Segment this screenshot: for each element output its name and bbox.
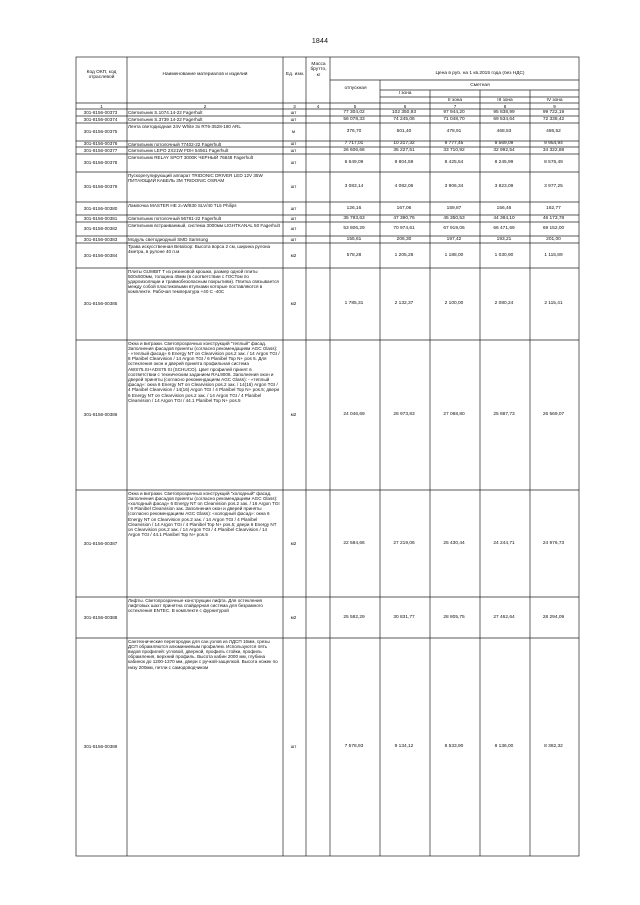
cell-release: 3 083,14 — [344, 184, 364, 190]
header-price-group: Цена в руб. на 1 кв.2015 года (без НДС) — [435, 71, 525, 76]
cell-unit: м2 — [290, 252, 297, 258]
cell-z3: 1 030,90 — [494, 252, 514, 258]
cell-z1: 102 350,93 — [391, 109, 416, 115]
cell-code: 301-8156-00376 — [83, 141, 118, 147]
cell-z4: 72 338,42 — [542, 116, 565, 122]
cell-unit: шт — [290, 141, 297, 147]
cell-name: Светильник S.1074.14-22 Fagerhult — [128, 109, 203, 115]
cell-unit: шт — [290, 147, 297, 153]
cell-z4: 201,00 — [546, 236, 561, 242]
index-cell: 8 — [503, 104, 507, 109]
cell-code: 301-8156-00383 — [83, 236, 118, 242]
cell-unit: м2 — [290, 301, 297, 307]
cell-release: 6 649,09 — [344, 160, 364, 166]
cell-code: 301-8156-00374 — [83, 116, 118, 122]
cell-code: 301-8156-00385 — [83, 301, 118, 307]
cell-z3: 3 823,09 — [494, 184, 514, 190]
cell-z2: 67 919,06 — [443, 226, 465, 232]
cell-unit: шт — [290, 116, 297, 122]
cell-release: 7 578,93 — [344, 744, 364, 750]
header-estimate: Сметная — [470, 83, 490, 88]
cell-unit: шт — [290, 226, 297, 232]
cell-z2: 28 805,75 — [443, 614, 465, 620]
cell-z2: 8 533,90 — [444, 744, 464, 750]
cell-release: 1 785,31 — [344, 301, 364, 307]
cell-unit: м2 — [290, 540, 297, 546]
cell-z1: 47 390,76 — [393, 215, 415, 221]
cell-release: 376,70 — [346, 129, 362, 135]
cell-name: Окна и витражи. Светопрозрачных конструкций "теплый" фасад. Заполнения фасадов приняты (согласно рекомендациям AGC Glass): - «теплый фасад» 6 Energy NT on Clearvision pos.2 зак. / 14 Argon TGI / 6 Planibel Clearvision / 14 Argon TGI / 6 Planibel Top N+ pos 5. Для остекления окон и дверей принята профильная система AWS75.SI+ADS75 SI (SCHUCO). Цвет профилей принят в соответствии с техническим заданием RAL9006. Заполнения окон и дверей приняты (согласно рекомендациям AGC Glass): - «теплый фасад»: окна 6 Energy NT on Clearvision pos.2 зак. / 14(16) Argon TGI / 4 Planibel Clearvision / 14(16) Argon TGI / 4 Planibel Top N+ pos.5; двери 6 Energy NT on Clearvision pos.2 зак. / 14 Argon TGI / 4 Planibel Clearvision / 14 Argon TGI / 44.1 Planibel Top N+ pos.5 — [128, 340, 280, 403]
cell-release: 25 582,29 — [343, 614, 365, 620]
cell-z4: 8 382,32 — [544, 744, 563, 750]
cell-z2: 197,42 — [446, 236, 462, 242]
cell-z2: 9 777,45 — [444, 141, 464, 147]
cell-z2: 2 100,00 — [444, 301, 464, 307]
header-name: Наименование материалов и изделий — [162, 72, 248, 77]
cell-name: Лифты. Светопрозрачные конструкции лифта. Для остекления лифтовых шахт принятна спайдерная система для безрамного остекления ENTEC. В комплекте с фурнитурой — [128, 597, 263, 613]
cell-z2: 27 068,80 — [443, 412, 465, 418]
cell-name: Плиты GUMBIT T из резиновой крошки, размер одной плиты 500х500мм, толщина 45мм (в соответствии с ГОСТом по удароизоляции и травмобезопасным покрытиям). Плитка связывается между собой пластиковыми втулками которые поставляются в комплекте. Рабочая температура +40 С -40С — [128, 268, 279, 295]
header-zone1: I зона — [398, 91, 412, 96]
index-cell: 3 — [293, 104, 296, 109]
header-release: отпускная — [344, 86, 367, 91]
index-cell: 9 — [553, 104, 556, 109]
cell-z1: 501,40 — [396, 129, 412, 135]
cell-z1: 1 205,28 — [394, 252, 414, 258]
cell-name: Трава искусственная Betaloop: Высота ворса 2 см, ширина рулона 4метра, в рулоне 40 п.м — [128, 243, 271, 254]
cell-z1: 74 245,06 — [393, 116, 415, 122]
cell-name: Сантехнические перегородки для сан.узлов из ЛДСП 16мм, срезы ДСП обрамляются алюминиевым профилем. Используются пять видов профилей: угловой, дверной, профиль стойки, профиль обрамления, верхний профиль. Высота кабин 2000 мм, глубина кабинок до 1200-1370 мм, двери с ручкой-защелкой. Высота ножек по низу 200мм, петли с самодоводчиком — [128, 638, 278, 670]
cell-name: Светильник LEPO 2X21W FDH 54561 Fagerhult — [128, 147, 229, 153]
cell-name: Светильник встраиваемый, система 3000мм LIGHTKANAL 50 Fagerhult — [128, 222, 280, 228]
cell-release: 7 717,01 — [344, 141, 364, 147]
cell-code: 301-8156-00389 — [83, 744, 118, 750]
cell-name: Модуль светодиодный SMD Samsung — [128, 236, 209, 242]
cell-z4: 26 569,07 — [542, 412, 565, 418]
cell-name: Лента светодиодная 24V White 3x RT6-3528-180 ARL — [128, 123, 241, 129]
cell-z3: 8 245,99 — [494, 160, 514, 166]
cell-release: 26 606,66 — [343, 147, 365, 153]
cell-z1: 4 082,06 — [394, 184, 414, 190]
cell-name: Окна и витражи. Светопрозрачных конструкций "холодный" фасад. Заполнения фасадов приняты (согласно рекомендациям AGC Glass): «холодный фасад» 6 Energy NT on Clearvision pos.2 зак. / 16 Argon TGI / 6 Planibel Clearvision зак. Заполнения окон и дверей приняты (согласно рекомендациям AGC Glass): «холодный фасад»: окна 6 Energy NT on Clearvision pos.2 зак. / 14 Argon TGI / 4 Planibel Clearvision / 14 Argon TGI / 4 Planibel Top N+ pos.5; двери 6 Energy NT on Clearvision pos.2 зак. / 14 Argon TGI / 4 Planibel Clearvision / 14 Argon TGI / 44.1 Planibel Top N+ pos.5 — [128, 490, 280, 538]
cell-z3: 2 080,24 — [494, 301, 514, 307]
cell-z2: 97 944,20 — [443, 109, 465, 115]
cell-z1: 167,06 — [396, 205, 412, 211]
index-cell: 1 — [100, 104, 103, 109]
cell-code: 301-8156-00382 — [83, 226, 118, 232]
cell-z2: 3 906,34 — [444, 184, 464, 190]
cell-z3: 8 136,00 — [494, 744, 514, 750]
cell-unit: шт — [290, 109, 297, 115]
cell-z3: 27 462,64 — [493, 614, 515, 620]
cell-unit: шт — [290, 215, 297, 221]
cell-code: 301-8156-00388 — [83, 614, 118, 620]
cell-z1: 28 973,83 — [393, 412, 415, 418]
cell-z4: 3 977,25 — [544, 184, 563, 190]
cell-z3: 9 569,09 — [494, 141, 514, 147]
cell-name: Светильник S.3739 14-22 Fagerhult — [128, 116, 203, 122]
cell-z1: 35 227,51 — [393, 147, 415, 153]
cell-z3: 156,46 — [496, 205, 512, 211]
cell-z4: 162,77 — [546, 205, 561, 211]
cell-release: 24 046,69 — [343, 412, 365, 418]
cell-z4: 69 152,00 — [542, 226, 565, 232]
cell-z3: 32 992,54 — [493, 147, 515, 153]
cell-z2: 45 350,53 — [443, 215, 465, 221]
cell-unit: м2 — [290, 614, 297, 620]
cell-z1: 27 219,06 — [393, 540, 415, 546]
cell-unit: шт — [290, 184, 297, 190]
cell-z1: 206,30 — [396, 236, 412, 242]
cell-code: 301-8156-00380 — [83, 205, 118, 211]
cell-release: 35 793,63 — [343, 215, 365, 221]
cell-unit: шт — [290, 236, 297, 242]
header-code: Код ОКП, код отраслевой — [86, 70, 117, 81]
cell-unit: шт — [290, 205, 297, 211]
cell-code: 301-8156-00387 — [83, 540, 118, 546]
cell-z1: 9 134,12 — [394, 744, 414, 750]
header-mass: Масса брутто, кг — [310, 62, 327, 78]
cell-z4: 28 294,09 — [542, 614, 565, 620]
cell-z2: 33 710,92 — [443, 147, 465, 153]
index-cell: 5 — [353, 104, 357, 109]
cell-z4: 9 954,94 — [544, 141, 563, 147]
cell-name: Светильник потолочный 77402-22 Fagerhult — [128, 141, 222, 147]
cell-z3: 24 244,71 — [493, 540, 515, 546]
cell-code: 301-8156-00386 — [83, 412, 118, 418]
cell-z4: 24 976,73 — [542, 540, 565, 546]
index-cell: 7 — [453, 104, 457, 109]
cell-z2: 1 188,00 — [444, 252, 464, 258]
cell-z3: 69 534,64 — [493, 116, 515, 122]
cell-z2: 478,91 — [446, 129, 462, 135]
cell-code: 301-8156-00384 — [83, 252, 118, 258]
cell-z2: 8 425,54 — [444, 160, 464, 166]
cell-z3: 66 471,69 — [493, 226, 515, 232]
cell-z1: 8 804,59 — [394, 160, 414, 166]
cell-z3: 95 838,99 — [493, 109, 515, 115]
cell-z4: 486,52 — [546, 129, 561, 135]
cell-z3: 44 384,10 — [493, 215, 515, 221]
cell-release: 126,16 — [346, 205, 362, 211]
cell-z2: 25 430,44 — [443, 540, 465, 546]
cell-z3: 193,21 — [496, 236, 512, 242]
cell-release: 155,61 — [346, 236, 362, 242]
cell-name: Пускорегулирующий аппарат TRIDONIC DRIVER LED 12V 35W ПИТАЮЩИЙ КАБЕЛЬ 3М TRIDONIC OSRAM — [128, 172, 263, 183]
cell-release: 77 304,02 — [343, 109, 365, 115]
index-cell: 6 — [403, 104, 407, 109]
cell-z4: 99 722,19 — [542, 109, 565, 115]
cell-code: 301-8156-00375 — [83, 129, 118, 135]
header-unit: Ед. изм. — [285, 72, 305, 77]
cell-release: 22 584,66 — [343, 540, 365, 546]
cell-code: 301-8156-00379 — [83, 184, 118, 190]
cell-name: Лампочка MASTER HE 2=W/830 SLV/40 TL5 Philips — [128, 202, 237, 208]
cell-z2: 159,87 — [446, 205, 462, 211]
cell-code: 301-8156-00373 — [83, 109, 118, 115]
index-cell: 2 — [203, 104, 207, 109]
cell-name: Светильник RELAY SPOT 3000K ЧЕРНЫЙ 76848 Fagerhult — [128, 154, 254, 160]
cell-z2: 71 048,70 — [443, 116, 465, 122]
cell-unit: шт — [290, 160, 297, 166]
cell-z4: 46 173,78 — [542, 215, 565, 221]
header-zone4: IV зона — [546, 98, 563, 103]
header-zone3: III зона — [497, 98, 513, 103]
cell-name: Светильник потолочный 56781-22 Fagerhult — [128, 215, 222, 221]
cell-code: 301-8156-00378 — [83, 160, 118, 166]
cell-z1: 10 217,32 — [393, 141, 415, 147]
cell-z1: 30 831,77 — [393, 614, 415, 620]
cell-unit: м2 — [290, 412, 297, 418]
header-zone2: II зона — [447, 98, 463, 103]
cell-code: 301-8156-00377 — [83, 147, 118, 153]
cell-z4: 1 115,89 — [544, 252, 563, 258]
cell-z4: 34 322,88 — [542, 147, 565, 153]
cell-z3: 25 887,73 — [493, 412, 515, 418]
cell-release: 53 806,29 — [343, 226, 365, 232]
cell-unit: шт — [290, 744, 297, 750]
index-cell: 4 — [316, 104, 320, 109]
cell-unit: м — [291, 129, 296, 135]
page-number: 1844 — [311, 38, 329, 45]
cell-z1: 70 974,61 — [393, 226, 415, 232]
cell-z4: 2 115,41 — [544, 301, 563, 307]
cell-z4: 8 576,49 — [544, 160, 563, 166]
cell-release: 578,28 — [346, 252, 362, 258]
cell-code: 301-8156-00381 — [83, 215, 118, 221]
cell-z3: 468,53 — [496, 129, 512, 135]
cell-release: 56 078,33 — [343, 116, 365, 122]
cell-z1: 2 132,37 — [394, 301, 414, 307]
